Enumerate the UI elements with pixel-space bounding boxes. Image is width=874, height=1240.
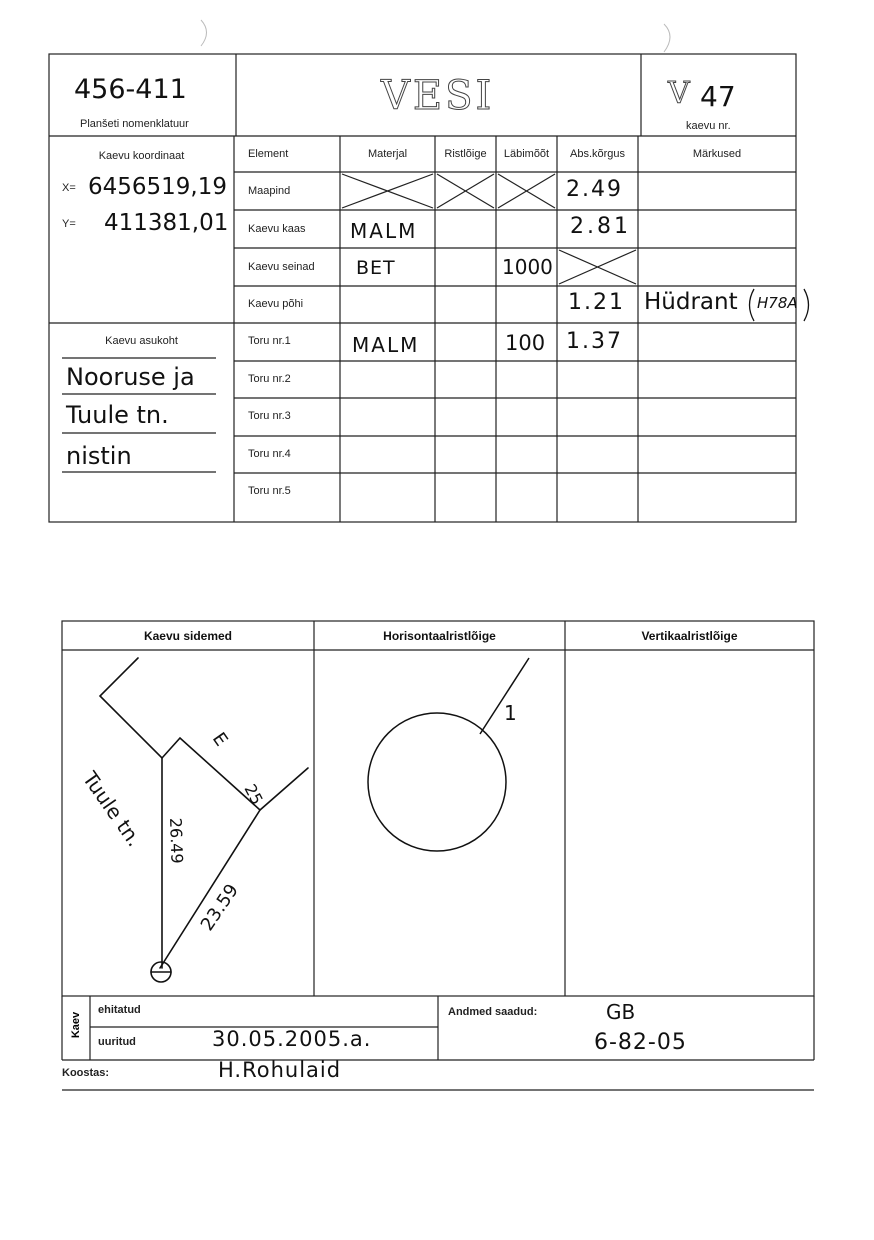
location-label: Kaevu asukoht — [105, 335, 178, 347]
nomenclature-label: Planšeti nomenklatuur — [80, 118, 189, 130]
row-label-toru-4: Toru nr.4 — [248, 448, 291, 460]
row-label-maapind: Maapind — [248, 185, 291, 197]
col-header-kaevu-sidemed: Kaevu sidemed — [143, 629, 233, 643]
nomenclature-value: 456-411 — [74, 74, 187, 105]
y-prefix: Y= — [62, 218, 76, 230]
andmed-value-2: 6-82-05 — [594, 1030, 687, 1055]
koostas-label: Koostas: — [62, 1067, 110, 1079]
andmed-label: Andmed saadud: — [448, 1006, 538, 1018]
distance-25: 25 — [240, 780, 267, 808]
y-coordinate: 411381,01 — [104, 210, 229, 236]
location-sketch — [62, 650, 314, 996]
x-prefix: X= — [62, 182, 76, 194]
kaevu-seinad-labimoot: 1000 — [502, 255, 553, 279]
distance-26-49: 26.49 — [166, 817, 187, 864]
row-label-toru-5: Toru nr.5 — [248, 485, 291, 497]
uuritud-value: 30.05.2005.a. — [212, 1027, 372, 1051]
street-label: Tuule tn. — [77, 767, 147, 852]
col-header-materjal: Materjal — [367, 148, 408, 160]
kaev-label: Kaev — [70, 1011, 82, 1039]
col-header-horisontaalristloige: Horisontaalristlõige — [383, 629, 496, 643]
col-header-abs-korgus: Abs.kõrgus — [569, 148, 626, 160]
toru-1-materjal: MALM — [352, 333, 420, 357]
row-label-toru-3: Toru nr.3 — [248, 410, 291, 422]
toru-1-abs: 1.37 — [566, 329, 623, 354]
kaevu-pohi-markused: Hüdrant — [644, 289, 738, 315]
page-title: VESI — [381, 73, 495, 119]
col-header-markused: Märkused — [692, 148, 742, 160]
ehitatud-label: ehitatud — [98, 1004, 141, 1016]
building-mark: E — [207, 728, 232, 751]
location-line-2: Tuule tn. — [66, 401, 169, 429]
location-line-3: nistin — [66, 442, 132, 470]
kaevu-pohi-markused-tag: H78A — [757, 294, 798, 312]
toru-1-labimoot: 100 — [505, 331, 546, 355]
col-header-ristloige: Ristlõige — [444, 148, 487, 160]
pipe-number: 1 — [504, 701, 517, 725]
well-no-label: kaevu nr. — [686, 120, 731, 132]
location-line-1: Nooruse ja — [66, 363, 195, 391]
uuritud-label: uuritud — [98, 1036, 136, 1048]
row-label-toru-2: Toru nr.2 — [248, 373, 291, 385]
kaevu-kaas-abs: 2.81 — [570, 214, 631, 239]
well-no-prefix: V — [668, 76, 690, 111]
col-header-labimoot: Läbimõõt — [503, 148, 550, 160]
andmed-value-1: GB — [606, 1000, 636, 1024]
col-header-vertikaalristloige: Vertikaalristlõige — [641, 629, 738, 643]
koostas-value: H.Rohulaid — [218, 1058, 342, 1082]
well-no-value: 47 — [700, 80, 736, 113]
kaevu-seinad-materjal: BET — [356, 257, 396, 279]
row-label-kaevu-seinad: Kaevu seinad — [248, 261, 315, 273]
x-coordinate: 6456519,19 — [88, 174, 228, 200]
maapind-abs: 2.49 — [566, 177, 623, 202]
row-label-kaevu-pohi: Kaevu põhi — [248, 298, 304, 310]
kaevu-kaas-materjal: MALM — [350, 219, 418, 243]
row-label-toru-1: Toru nr.1 — [248, 335, 291, 347]
kaevu-pohi-abs: 1.21 — [568, 290, 625, 315]
horizontal-cross-section — [314, 650, 565, 996]
distance-23-59: 23.59 — [196, 880, 243, 935]
row-label-kaevu-kaas: Kaevu kaas — [248, 223, 306, 235]
coordinates-label: Kaevu koordinaat — [98, 150, 185, 162]
col-header-element: Element — [248, 148, 289, 160]
